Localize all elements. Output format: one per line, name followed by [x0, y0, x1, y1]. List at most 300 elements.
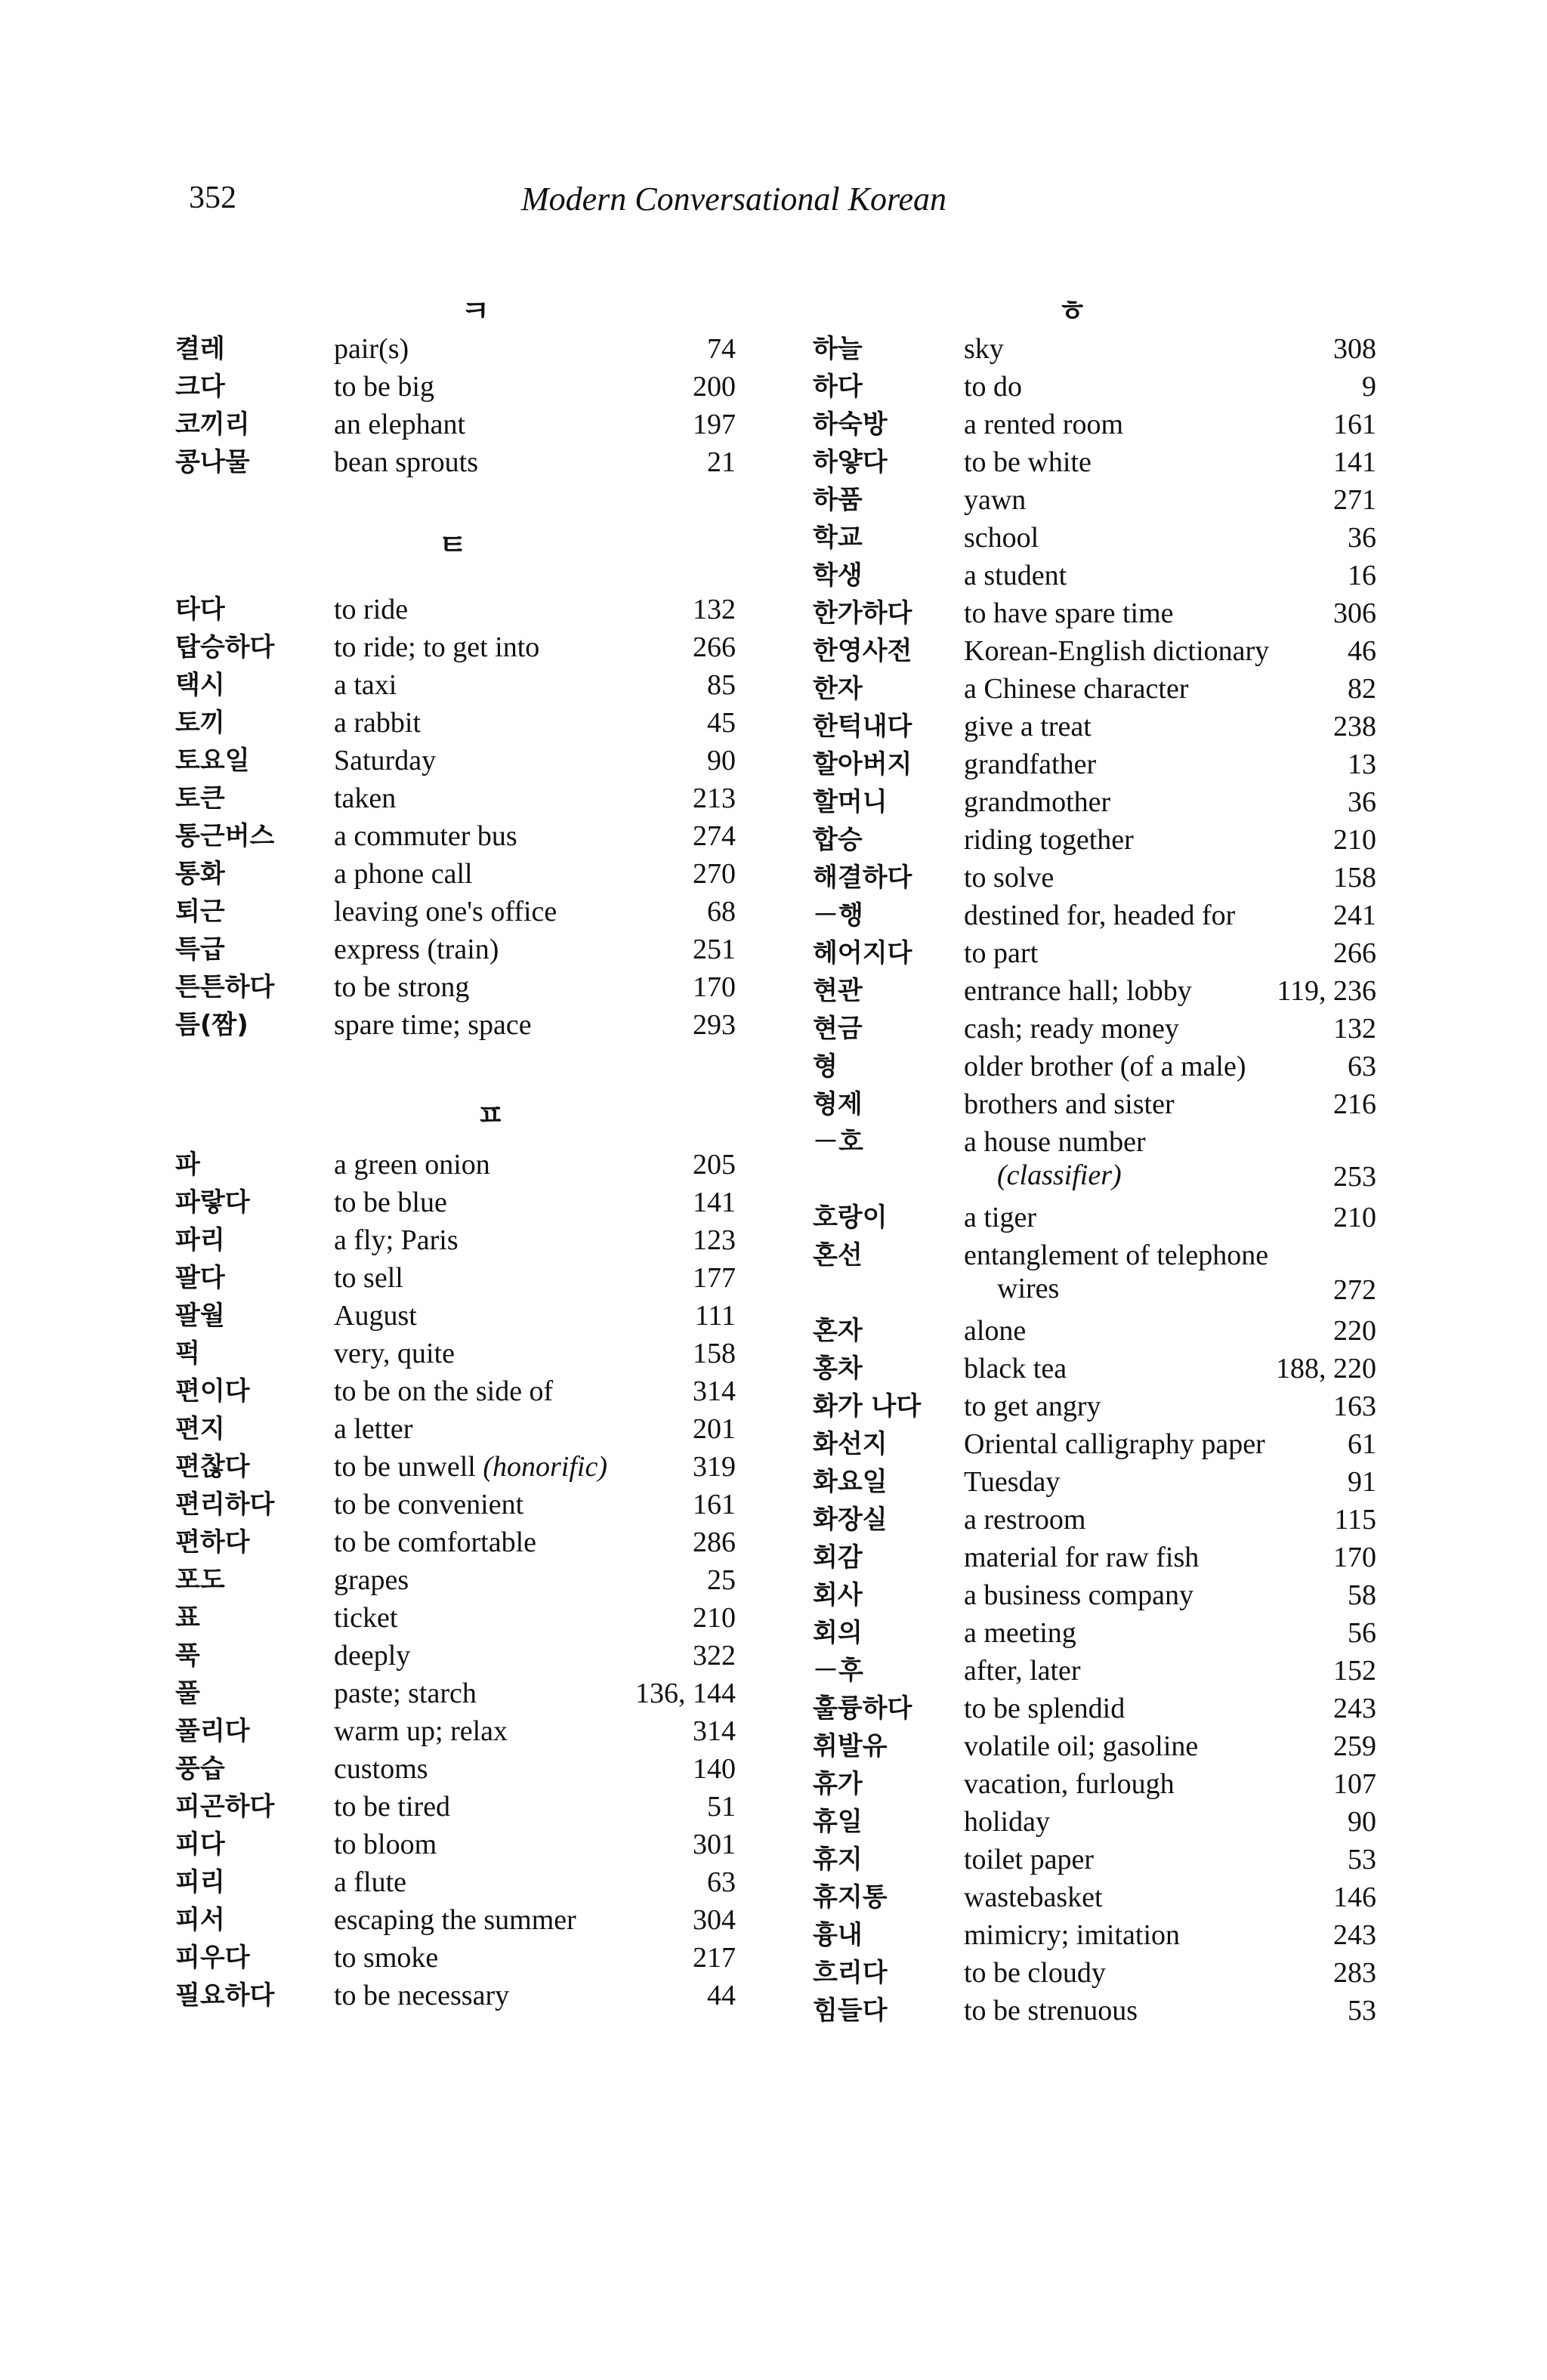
- english-gloss: [334, 1715, 508, 1748]
- english-gloss-text: to be strong: [334, 971, 470, 1003]
- section-heading: ㅍ: [476, 1098, 505, 1133]
- glossary-entry: [0, 971, 763, 1008]
- english-gloss: [334, 668, 397, 702]
- glossary-entry: [0, 1148, 763, 1186]
- english-gloss: [334, 895, 557, 928]
- page-reference: 217: [693, 1942, 736, 1974]
- english-gloss-text: grandmother: [964, 786, 1111, 818]
- page-reference: 90: [1348, 1806, 1376, 1838]
- english-gloss-text: to be convenient: [334, 1489, 524, 1520]
- glossary-entry: [0, 1601, 763, 1639]
- english-gloss: [334, 593, 408, 626]
- page-reference: 270: [693, 858, 736, 890]
- english-gloss-text: paste; starch: [334, 1678, 477, 1709]
- english-gloss: [334, 446, 478, 479]
- english-gloss-text: Korean-English dictionary: [964, 635, 1270, 667]
- page-reference: 306: [1333, 597, 1376, 629]
- page-reference: 68: [707, 896, 736, 928]
- korean-term: 회사: [813, 1580, 863, 1610]
- english-gloss-text: older brother (of a male): [964, 1051, 1246, 1082]
- english-gloss-text: give a treat: [964, 711, 1092, 742]
- korean-term: 회감: [813, 1542, 863, 1573]
- korean-term: 회의: [813, 1618, 863, 1648]
- korean-term: 토큰: [175, 783, 225, 813]
- english-gloss-text: a fly; Paris: [334, 1224, 459, 1256]
- page-reference: 123: [693, 1224, 736, 1256]
- page-reference: 56: [1348, 1617, 1376, 1649]
- english-gloss-text: to have spare time: [964, 597, 1174, 629]
- english-gloss-text: mimicry; imitation: [964, 1919, 1181, 1951]
- korean-term: 피다: [175, 1829, 225, 1860]
- page-reference: 36: [1348, 786, 1376, 818]
- page-reference: 132: [693, 594, 736, 625]
- english-gloss-text: Saturday: [334, 745, 437, 776]
- glossary-entry: [0, 1526, 763, 1564]
- english-gloss: [964, 1654, 1081, 1687]
- korean-term: 통화: [175, 859, 225, 889]
- english-gloss: [964, 861, 1054, 894]
- english-gloss-text: to solve: [964, 862, 1054, 894]
- english-gloss: [334, 1828, 437, 1861]
- page-reference: 111: [694, 1300, 736, 1332]
- korean-term: 해결하다: [813, 863, 912, 893]
- glossary-entry: [770, 1012, 1533, 1050]
- glossary-entry: [0, 1337, 763, 1375]
- english-gloss: [334, 1866, 406, 1899]
- english-gloss: [334, 370, 434, 403]
- english-gloss: [964, 446, 1092, 479]
- korean-term: －행: [813, 900, 863, 931]
- korean-term: 특급: [175, 934, 225, 965]
- italic-annotation: (honorific): [483, 1451, 607, 1483]
- page-reference: 197: [693, 409, 736, 440]
- english-gloss: [964, 1390, 1101, 1423]
- korean-term: 풀: [175, 1678, 200, 1709]
- korean-term: 피리: [175, 1867, 225, 1897]
- korean-term: 편지: [175, 1414, 225, 1444]
- english-gloss: [964, 937, 1038, 970]
- english-gloss-text: deeply: [334, 1640, 411, 1672]
- english-gloss: [964, 1956, 1106, 1990]
- english-gloss: [964, 1616, 1076, 1650]
- english-gloss: [964, 1465, 1060, 1499]
- english-gloss: [964, 974, 1192, 1008]
- korean-term: 홍차: [813, 1354, 863, 1384]
- english-gloss-continuation: wires: [997, 1273, 1060, 1304]
- english-gloss: [964, 1201, 1036, 1234]
- glossary-entry: [0, 1488, 763, 1526]
- glossary-entry: [0, 1903, 763, 1941]
- glossary-entry: [770, 974, 1533, 1012]
- english-gloss-text: grandfather: [964, 749, 1097, 780]
- korean-term: 풀리다: [175, 1716, 250, 1746]
- page-reference: 132: [1333, 1013, 1376, 1045]
- korean-term: 피우다: [175, 1943, 250, 1973]
- page-reference: 63: [1348, 1051, 1376, 1082]
- page-reference: 136, 144: [635, 1678, 736, 1709]
- glossary-entry: [770, 1050, 1533, 1088]
- english-gloss-text: to be tired: [334, 1791, 451, 1823]
- glossary-entry: [770, 1314, 1533, 1352]
- korean-term: －호: [813, 1127, 863, 1157]
- english-gloss: [964, 634, 1269, 668]
- english-gloss-text: ticket: [334, 1602, 398, 1634]
- korean-term: 하다: [813, 372, 863, 402]
- english-gloss: [334, 1224, 459, 1257]
- glossary-entry: [0, 1224, 763, 1261]
- english-gloss: [334, 933, 499, 966]
- glossary-entry: [770, 1541, 1533, 1579]
- korean-term: 하숙방: [813, 409, 888, 440]
- english-gloss-text: escaping the summer: [334, 1904, 576, 1936]
- english-gloss: [964, 1805, 1050, 1838]
- page-reference: 188, 220: [1276, 1353, 1376, 1384]
- glossary-entry: [0, 1828, 763, 1866]
- glossary-entry: [0, 933, 763, 971]
- english-gloss-text: to be splendid: [964, 1693, 1126, 1724]
- korean-term: 푹: [175, 1641, 200, 1671]
- glossary-entry: [770, 1125, 1533, 1193]
- english-gloss-text: taken: [334, 783, 397, 814]
- english-gloss-text: cash; ready money: [964, 1013, 1179, 1045]
- english-gloss-text: leaving one's office: [334, 896, 557, 928]
- korean-term: 편찮다: [175, 1452, 250, 1482]
- korean-term: 하늘: [813, 334, 863, 364]
- english-gloss-text: toilet paper: [964, 1844, 1094, 1875]
- korean-term: 화가 나다: [813, 1391, 922, 1422]
- english-gloss: [964, 1919, 1180, 1952]
- korean-term: 현금: [813, 1014, 863, 1044]
- korean-term: 택시: [175, 670, 225, 700]
- english-gloss: [334, 782, 396, 815]
- english-gloss: [964, 1352, 1067, 1385]
- korean-term: 화선지: [813, 1429, 888, 1459]
- glossary-entry: [0, 1866, 763, 1903]
- english-gloss-text: a house number: [964, 1126, 1146, 1158]
- page-reference: 16: [1348, 560, 1376, 591]
- korean-term: 형제: [813, 1089, 863, 1119]
- english-gloss-text: to smoke: [334, 1942, 439, 1974]
- glossary-entry: [770, 1994, 1533, 2032]
- korean-term: 크다: [175, 372, 225, 402]
- english-gloss: [334, 1299, 417, 1332]
- page-reference: 85: [707, 669, 736, 701]
- korean-term: 휴지통: [813, 1882, 888, 1912]
- korean-term: 하품: [813, 485, 863, 515]
- english-gloss: [334, 1790, 450, 1823]
- english-gloss-text: customs: [334, 1753, 428, 1785]
- page-reference: 51: [707, 1791, 736, 1823]
- korean-term: 헤어지다: [813, 938, 912, 968]
- english-gloss: [334, 1601, 397, 1635]
- glossary-entry: [770, 823, 1533, 861]
- english-gloss-text: express (train): [334, 934, 499, 965]
- page-reference: 61: [1348, 1428, 1376, 1460]
- page-reference: 53: [1348, 1995, 1376, 2027]
- page-reference: 36: [1348, 522, 1376, 554]
- page-reference: 119, 236: [1277, 975, 1376, 1007]
- english-gloss-text: to be cloudy: [964, 1957, 1106, 1989]
- glossary-entry: [0, 820, 763, 857]
- glossary-entry: [770, 1767, 1533, 1805]
- glossary-entry: [0, 1941, 763, 1979]
- english-gloss: [964, 408, 1123, 441]
- english-gloss-text: a student: [964, 560, 1067, 591]
- english-gloss-text: very, quite: [334, 1338, 455, 1369]
- korean-term: 한영사전: [813, 636, 912, 666]
- english-gloss: [964, 1503, 1085, 1536]
- glossary-entry: [0, 593, 763, 631]
- glossary-entry: [770, 483, 1533, 521]
- english-gloss: [334, 1008, 532, 1042]
- glossary-entry: [0, 1979, 763, 2017]
- page-reference: 146: [1333, 1881, 1376, 1913]
- page-reference: 322: [693, 1640, 736, 1672]
- page-reference: 115: [1334, 1504, 1376, 1536]
- glossary-entry: [770, 1692, 1533, 1730]
- page-reference: 213: [693, 783, 736, 814]
- glossary-entry: [770, 1730, 1533, 1767]
- page-reference: 21: [707, 446, 736, 478]
- english-gloss: [964, 1314, 1026, 1347]
- page-reference: 286: [693, 1526, 736, 1558]
- glossary-entry: [770, 332, 1533, 370]
- english-gloss-text: to bloom: [334, 1829, 437, 1860]
- glossary-entry: [770, 559, 1533, 597]
- page-reference: 141: [693, 1187, 736, 1218]
- english-gloss-text: to be strenuous: [964, 1995, 1138, 2027]
- korean-term: 한자: [813, 674, 863, 704]
- korean-term: 피곤하다: [175, 1792, 275, 1822]
- page-reference: 243: [1333, 1693, 1376, 1724]
- korean-term: 피서: [175, 1905, 225, 1935]
- running-title: Modern Conversational Korean: [521, 181, 946, 218]
- page-reference: 210: [693, 1602, 736, 1634]
- korean-term: 튼튼하다: [175, 972, 275, 1002]
- english-gloss: [964, 672, 1189, 705]
- english-gloss-text: to be white: [964, 446, 1092, 478]
- korean-term: 할머니: [813, 787, 888, 817]
- page-reference: 304: [693, 1904, 736, 1936]
- glossary-entry: [770, 1465, 1533, 1503]
- korean-term: 토끼: [175, 708, 225, 738]
- page-reference: 274: [693, 820, 736, 852]
- english-gloss: [334, 1526, 536, 1559]
- glossary-entry: [770, 937, 1533, 974]
- section-heading: ㅎ: [1058, 294, 1087, 329]
- english-gloss-text: alone: [964, 1315, 1027, 1347]
- english-gloss-text: warm up; relax: [334, 1715, 508, 1747]
- korean-term: 풍습: [175, 1754, 225, 1784]
- english-gloss: [964, 1843, 1094, 1876]
- korean-term: 포도: [175, 1565, 225, 1595]
- page-reference: 253: [1333, 1161, 1376, 1193]
- english-gloss-text: to be on the side of: [334, 1375, 554, 1407]
- glossary-entry: [0, 1261, 763, 1299]
- page-reference: 9: [1362, 371, 1376, 403]
- english-gloss: [334, 1261, 403, 1295]
- page-reference: 158: [693, 1338, 736, 1369]
- english-gloss: [964, 332, 1004, 366]
- korean-term: 힘들다: [813, 1996, 888, 2026]
- korean-term: 하얗다: [813, 447, 888, 477]
- page-reference: 170: [693, 971, 736, 1003]
- english-gloss-text: a tiger: [964, 1202, 1037, 1233]
- english-gloss: [964, 786, 1110, 819]
- page-reference: 220: [1333, 1315, 1376, 1347]
- glossary-entry: [0, 1677, 763, 1715]
- english-gloss-text: entrance hall; lobby: [964, 975, 1192, 1007]
- page-reference: 205: [693, 1149, 736, 1181]
- english-gloss: [964, 370, 1022, 403]
- english-gloss-text: to ride; to get into: [334, 631, 540, 663]
- english-gloss-text: a letter: [334, 1413, 413, 1445]
- english-gloss: [964, 710, 1092, 743]
- english-gloss: [964, 823, 1134, 857]
- korean-term: 퍽: [175, 1338, 200, 1369]
- glossary-entry: [0, 744, 763, 782]
- page-reference: 44: [707, 1980, 736, 2011]
- glossary-entry: [0, 1186, 763, 1224]
- page-reference: 74: [707, 333, 736, 365]
- korean-term: 혼자: [813, 1316, 863, 1346]
- glossary-entry: [770, 1201, 1533, 1239]
- korean-term: 파: [175, 1150, 200, 1180]
- glossary-entry: [770, 1805, 1533, 1843]
- english-gloss-text: sky: [964, 333, 1004, 365]
- english-gloss-text: spare time; space: [334, 1009, 532, 1041]
- english-gloss: [964, 1088, 1175, 1121]
- english-gloss: [334, 1337, 455, 1370]
- page-reference: 161: [693, 1489, 736, 1520]
- english-gloss-text: a green onion: [334, 1149, 490, 1181]
- english-gloss: [334, 631, 539, 664]
- english-gloss-text: holiday: [964, 1806, 1050, 1838]
- english-gloss-text: school: [964, 522, 1039, 554]
- english-gloss-text: to be unwell (honorific): [334, 1451, 607, 1483]
- english-gloss-text: a rabbit: [334, 707, 421, 739]
- page-reference: 314: [693, 1715, 736, 1747]
- english-gloss: [334, 744, 436, 777]
- english-gloss-text: bean sprouts: [334, 446, 479, 478]
- english-gloss: [334, 857, 473, 891]
- page-reference: 45: [707, 707, 736, 739]
- english-gloss: [964, 483, 1026, 517]
- english-gloss-text: a taxi: [334, 669, 397, 701]
- english-gloss-text: a business company: [964, 1579, 1193, 1611]
- glossary-entry: [770, 1579, 1533, 1616]
- page-reference: 319: [693, 1451, 736, 1483]
- glossary-entry: [770, 1956, 1533, 1994]
- korean-term: 화요일: [813, 1467, 888, 1497]
- english-gloss-text: after, later: [964, 1655, 1081, 1687]
- english-gloss: [334, 1941, 438, 1974]
- english-gloss: [964, 1767, 1175, 1801]
- english-gloss-text: to be blue: [334, 1187, 447, 1218]
- english-gloss: [334, 1148, 490, 1181]
- glossary-entry: [0, 668, 763, 706]
- english-gloss-text: pair(s): [334, 333, 409, 365]
- page-reference: 272: [1333, 1274, 1376, 1306]
- page-reference: 301: [693, 1829, 736, 1860]
- english-gloss: [334, 706, 421, 739]
- english-gloss-text: grapes: [334, 1564, 409, 1596]
- english-gloss-text: a rented room: [964, 409, 1124, 440]
- english-gloss-text: a Chinese character: [964, 673, 1189, 705]
- glossary-entry: [0, 1412, 763, 1450]
- english-gloss: [964, 1994, 1138, 2027]
- english-gloss: [334, 1979, 509, 2012]
- english-gloss: [964, 1579, 1193, 1612]
- english-gloss-text: brothers and sister: [964, 1088, 1175, 1120]
- page-reference: 63: [707, 1866, 736, 1898]
- glossary-entry: [0, 895, 763, 933]
- english-gloss: [964, 1541, 1199, 1574]
- glossary-entry: [770, 1352, 1533, 1390]
- english-gloss-text: to get angry: [964, 1391, 1101, 1422]
- korean-term: 합승: [813, 825, 863, 855]
- page-reference: 25: [707, 1564, 736, 1596]
- english-gloss-text: riding together: [964, 824, 1134, 856]
- glossary-entry: [770, 1654, 1533, 1692]
- glossary-entry: [0, 1564, 763, 1601]
- english-gloss-text: August: [334, 1300, 417, 1332]
- page-reference: 141: [1333, 446, 1376, 478]
- glossary-entry: [0, 1375, 763, 1412]
- glossary-entry: [0, 631, 763, 668]
- page-reference: 170: [1333, 1542, 1376, 1573]
- korean-term: 형: [813, 1051, 838, 1082]
- glossary-entry: [770, 1239, 1533, 1306]
- english-gloss: [334, 408, 465, 441]
- english-gloss: [964, 1730, 1198, 1763]
- korean-term: －후: [813, 1656, 863, 1686]
- page-reference: 140: [693, 1753, 736, 1785]
- page-reference: 259: [1333, 1730, 1376, 1762]
- korean-term: 휴일: [813, 1807, 863, 1837]
- english-gloss: [334, 1639, 410, 1672]
- english-gloss-text: to be necessary: [334, 1980, 510, 2011]
- glossary-entry: [0, 1450, 763, 1488]
- page-reference: 91: [1348, 1466, 1376, 1498]
- page-reference: 107: [1333, 1768, 1376, 1800]
- korean-term: 학생: [813, 560, 863, 591]
- glossary-entry: [0, 782, 763, 820]
- page-reference: 161: [1333, 409, 1376, 440]
- english-gloss-text: vacation, furlough: [964, 1768, 1175, 1800]
- english-gloss-text: Tuesday: [964, 1466, 1061, 1498]
- english-gloss: [964, 1012, 1179, 1045]
- glossary-entry: [770, 408, 1533, 446]
- glossary-entry: [0, 408, 763, 446]
- korean-term: 휴지: [813, 1844, 863, 1875]
- page-reference: 163: [1333, 1391, 1376, 1422]
- page-reference: 243: [1333, 1919, 1376, 1951]
- glossary-entry: [770, 597, 1533, 634]
- korean-term: 토요일: [175, 745, 250, 776]
- page-reference: 241: [1333, 900, 1376, 931]
- page-reference: 53: [1348, 1844, 1376, 1875]
- english-gloss: [334, 1488, 523, 1521]
- glossary-entry: [770, 446, 1533, 483]
- page-reference: 201: [693, 1413, 736, 1445]
- korean-term: 흐리다: [813, 1958, 888, 1988]
- english-gloss-text: to ride: [334, 594, 409, 625]
- english-gloss: [964, 1428, 1265, 1461]
- english-gloss-continuation: (classifier): [997, 1159, 1122, 1191]
- page-reference: 210: [1333, 824, 1376, 856]
- korean-term: 코끼리: [175, 409, 250, 440]
